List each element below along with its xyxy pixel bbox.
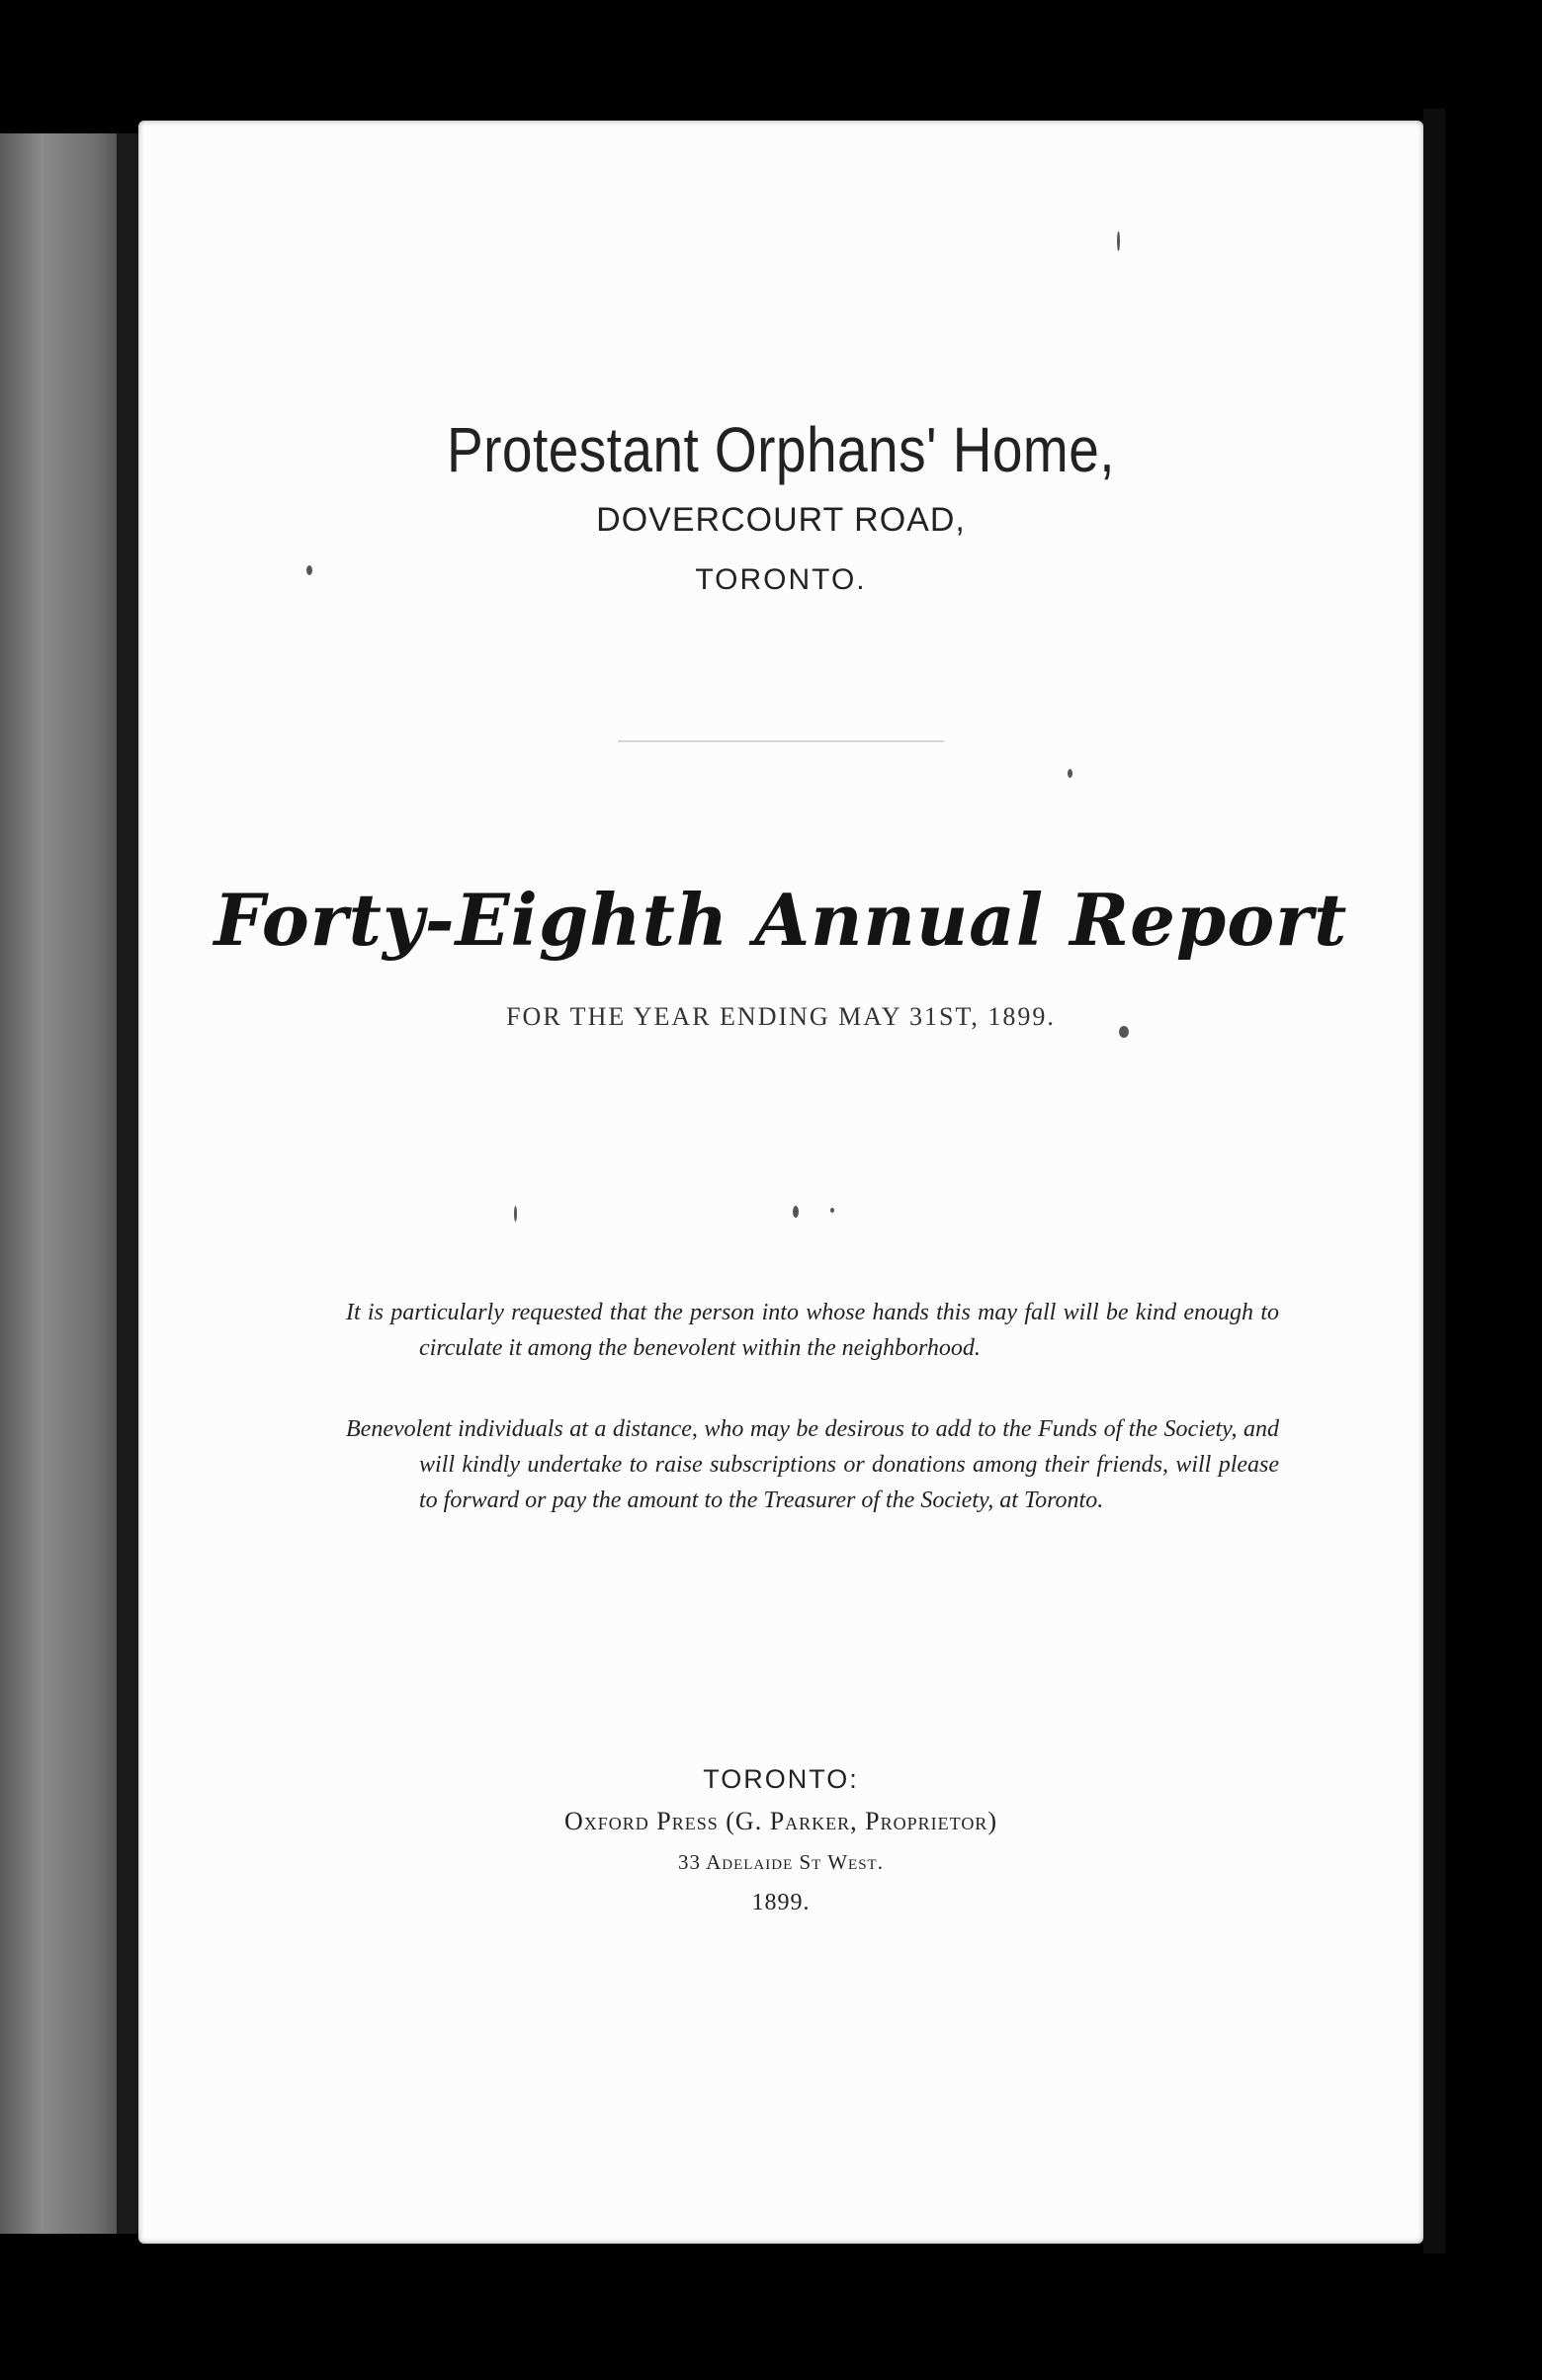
report-title: Forty-Eighth Annual Report	[214, 878, 1348, 962]
page-edge-shadow	[1423, 109, 1445, 2253]
organization-name: Protestant Orphans' Home,	[447, 414, 1115, 485]
binding-shadow	[117, 133, 138, 2234]
ink-speck	[793, 1206, 799, 1218]
ink-speck	[1119, 1026, 1129, 1038]
title-page	[138, 121, 1423, 2244]
ink-speck	[306, 565, 312, 575]
ink-speck	[1117, 231, 1120, 251]
report-subtitle: FOR THE YEAR ENDING MAY 31ST, 1899.	[506, 1002, 1056, 1031]
organization-city: TORONTO.	[695, 563, 867, 596]
ink-speck	[830, 1208, 834, 1213]
imprint-year: 1899.	[751, 1890, 811, 1915]
organization-street: DOVERCOURT ROAD,	[596, 501, 966, 539]
circulation-notice: It is particularly requested that the person into whose hands this may fall will be kind enough to circulate it among the benevolent within the neighborhood.	[346, 1300, 1279, 1361]
imprint-address: 33 Adelaide St West.	[678, 1850, 884, 1874]
donation-notice: Benevolent individuals at a distance, who may be desirous to add to the Funds of the Society, and will kindly undertake to raise subscriptions or donations among their friends, will please to forward or pay the amount to the Treasurer of the Society, at Toronto.	[346, 1416, 1279, 1513]
imprint-city: TORONTO:	[703, 1764, 859, 1794]
ink-speck	[514, 1206, 517, 1222]
imprint-press: Oxford Press (G. Parker, Proprietor)	[564, 1807, 997, 1835]
ink-speck	[1068, 769, 1072, 778]
divider-rule	[618, 740, 944, 742]
